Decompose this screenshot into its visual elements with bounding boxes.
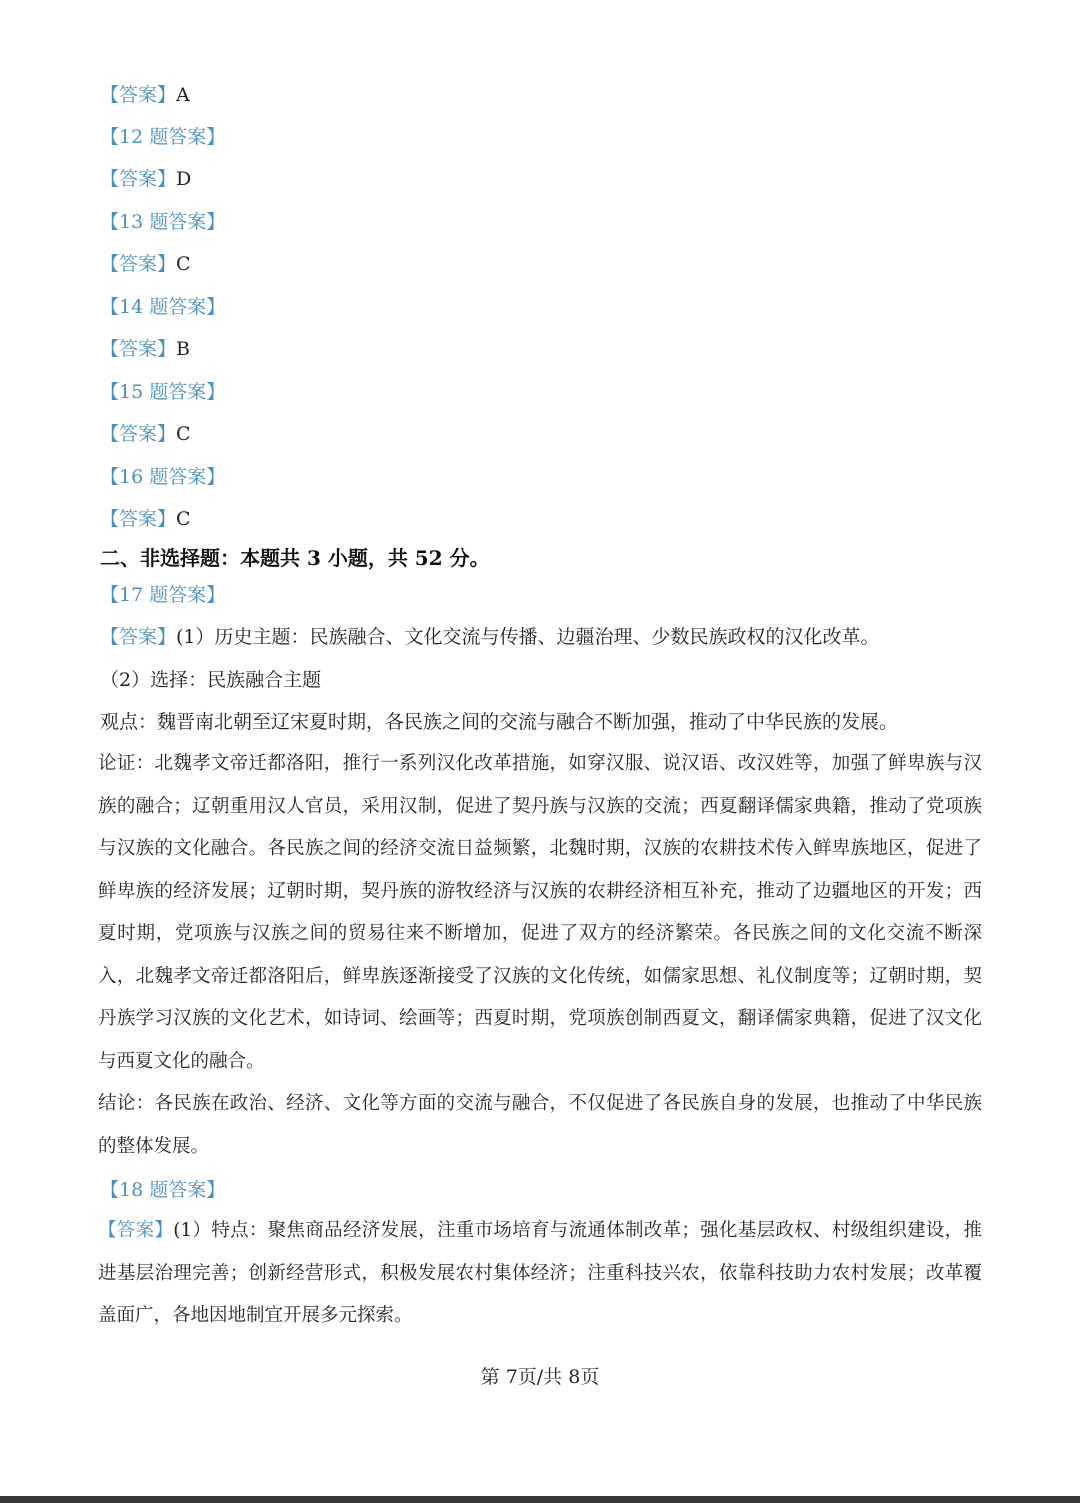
bottom-edge-bar: [0, 1496, 1080, 1503]
question-header: 【17 题答案】: [100, 584, 226, 606]
answer-part: （2）选择：民族融合主题: [100, 669, 322, 691]
question-header: 【16 题答案】: [100, 466, 226, 488]
question-header: 【14 题答案】: [100, 296, 226, 318]
answer-part: 【答案】(1）历史主题：民族融合、文化交流与传播、边疆治理、少数民族政权的汉化改革。: [100, 626, 880, 648]
conclusion-paragraph: 结论：各民族在政治、经济、文化等方面的交流与融合，不仅促进了各民族自身的发展，也推动了中华民族的整体发展。: [98, 1093, 982, 1157]
answer-paragraph: 【答案】(1）特点：聚焦商品经济发展，注重市场培育与流通体制改革；强化基层政权、村级组织建设，推进基层治理完善；创新经营形式，积极发展农村集体经济；注重科技兴农，依靠科技助力农村发展；改革覆盖面广，各地因地制宜开展多元探索。: [98, 1220, 982, 1326]
answer-line: 【答案】C: [100, 253, 191, 275]
argument-paragraph: 论证：北魏孝文帝迁都洛阳，推行一系列汉化改革措施，如穿汉服、说汉语、改汉姓等，加强了鲜卑族与汉族的融合；辽朝重用汉人官员，采用汉制，促进了契丹族与汉族的交流；西夏翻译儒家典籍，推动了党项族与汉族的文化融合。各民族之间的经济交流日益频繁，北魏时期，汉族的农耕技术传入鲜卑族地区，促进了鲜卑族的经济发展；辽朝时期，契丹族的游牧经济与汉族的农耕经济相互补充，推动了边疆地区的开发；西夏时期，党项族与汉族之间的贸易往来不断增加，促进了双方的经济繁荣。各民族之间的文化交流不断深入，北魏孝文帝迁都洛阳后，鲜卑族逐渐接受了汉族的文化传统，如儒家思想、礼仪制度等；辽朝时期，契丹族学习汉族的文化艺术，如诗词、绘画等；西夏时期，党项族创制西夏文，翻译儒家典籍，促进了汉文化与西夏文化的融合。: [98, 753, 982, 1072]
question-header: 【18 题答案】: [100, 1179, 226, 1201]
question-header: 【13 题答案】: [100, 211, 226, 233]
viewpoint-text: 观点：魏晋南北朝至辽宋夏时期，各民族之间的交流与融合不断加强，推动了中华民族的发展。: [100, 711, 899, 733]
answer-line: 【答案】A: [100, 84, 190, 106]
answer-line: 【答案】B: [100, 338, 190, 360]
page-number: 第 7页/共 8页: [480, 1366, 600, 1388]
section-title: 二、非选择题：本题共 3 小题，共 52 分。: [100, 546, 490, 570]
answer-line: 【答案】C: [100, 423, 191, 445]
answer-line: 【答案】D: [100, 168, 192, 190]
question-header: 【12 题答案】: [100, 126, 226, 148]
question-header: 【15 题答案】: [100, 381, 226, 403]
answer-line: 【答案】C: [100, 508, 191, 530]
